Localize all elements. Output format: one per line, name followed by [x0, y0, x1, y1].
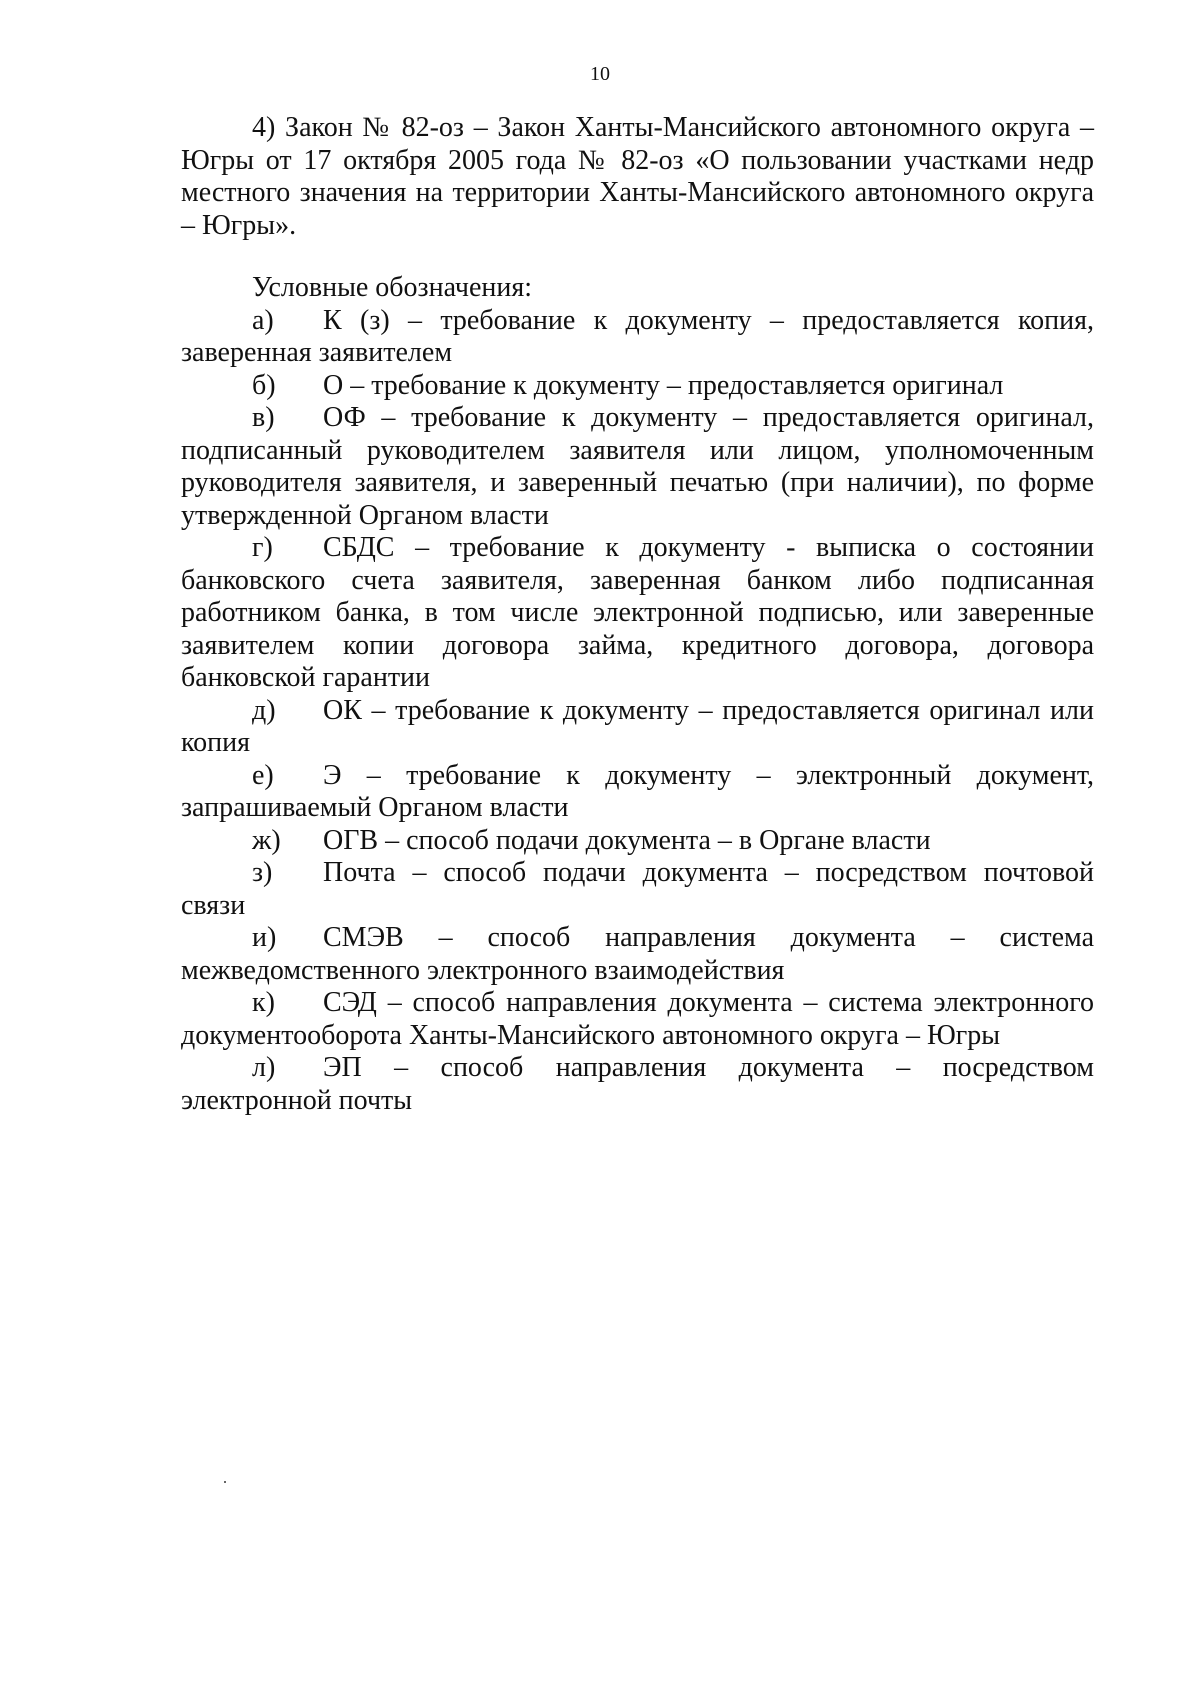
- legend-text: СЭД – способ направления документа – система электронного документооборота Ханты-Мансийского автономного округа – Югры: [181, 987, 1094, 1051]
- legend-item-b: [181, 370, 1094, 403]
- paragraph-gap: [181, 242, 1094, 272]
- legend-letter: в): [252, 402, 275, 433]
- legend-item-v: [181, 402, 1094, 532]
- legend-text: ОФ – требование к документу – предоставляется оригинал, подписанный руководителем заявителя или лицом, уполномоченным руководителя заявителя, и заверенный печатью (при наличии), по форме утвержденной Органом власти: [181, 402, 1094, 531]
- legend-letter: г): [252, 532, 273, 563]
- legend-item-g: [181, 532, 1094, 695]
- legend-letter: з): [252, 857, 273, 888]
- legend-letter: к): [252, 987, 275, 1018]
- legend-letter: е): [252, 759, 274, 791]
- legend-item-zh: [181, 825, 1094, 858]
- legend-letter: и): [252, 922, 277, 953]
- legend-letter: а): [252, 304, 274, 336]
- legend-text: СБДС – требование к документу - выписка о состоянии банковского счета заявителя, заверенная банком либо подписанная работником банка, в том числе электронной подписью, или заверенные заявителем копии договора займа, кредитного договора, договора банковской гарантии: [181, 532, 1094, 693]
- legend-item-e: [181, 760, 1094, 825]
- legend-item-l: [181, 1052, 1094, 1117]
- legend-heading: Условные обозначения:: [252, 272, 533, 303]
- document-body: [181, 112, 1094, 1117]
- legend-item-z: [181, 857, 1094, 922]
- legend-text: СМЭВ – способ направления документа – система межведомственного электронного взаимодействия: [181, 922, 1094, 986]
- law-paragraph: 4) Закон № 82-оз – Закон Ханты-Мансийского автономного округа – Югры от 17 октября 2005 года № 82-оз «О пользовании участками недр местного значения на территории Ханты-Мансийского автономного округа – Югры».: [181, 112, 1094, 241]
- legend-letter: б): [252, 369, 276, 401]
- legend-letter: л): [252, 1052, 276, 1083]
- legend-text: ЭП – способ направления документа – посредством электронной почты: [181, 1052, 1094, 1116]
- legend-text: К (з) – требование к документу – предоставляется копия, заверенная заявителем: [181, 304, 1094, 368]
- page-number: 10: [590, 63, 610, 85]
- legend-letter: д): [252, 694, 276, 726]
- legend-item-k: [181, 987, 1094, 1052]
- scan-speck: [224, 1481, 226, 1483]
- legend-text: ОГВ – способ подачи документа – в Органе власти: [323, 824, 931, 856]
- legend-letter: ж): [252, 824, 281, 856]
- legend-item-a: [181, 305, 1094, 370]
- legend-item-d: [181, 695, 1094, 760]
- legend-item-i: [181, 922, 1094, 987]
- legend-text: Почта – способ подачи документа – посредством почтовой связи: [181, 857, 1094, 921]
- legend-text: ОК – требование к документу – предоставляется оригинал или копия: [181, 694, 1094, 758]
- legend-text: Э – требование к документу – электронный документ, запрашиваемый Органом власти: [181, 759, 1094, 823]
- legend-text: О – требование к документу – предоставляется оригинал: [323, 369, 1004, 401]
